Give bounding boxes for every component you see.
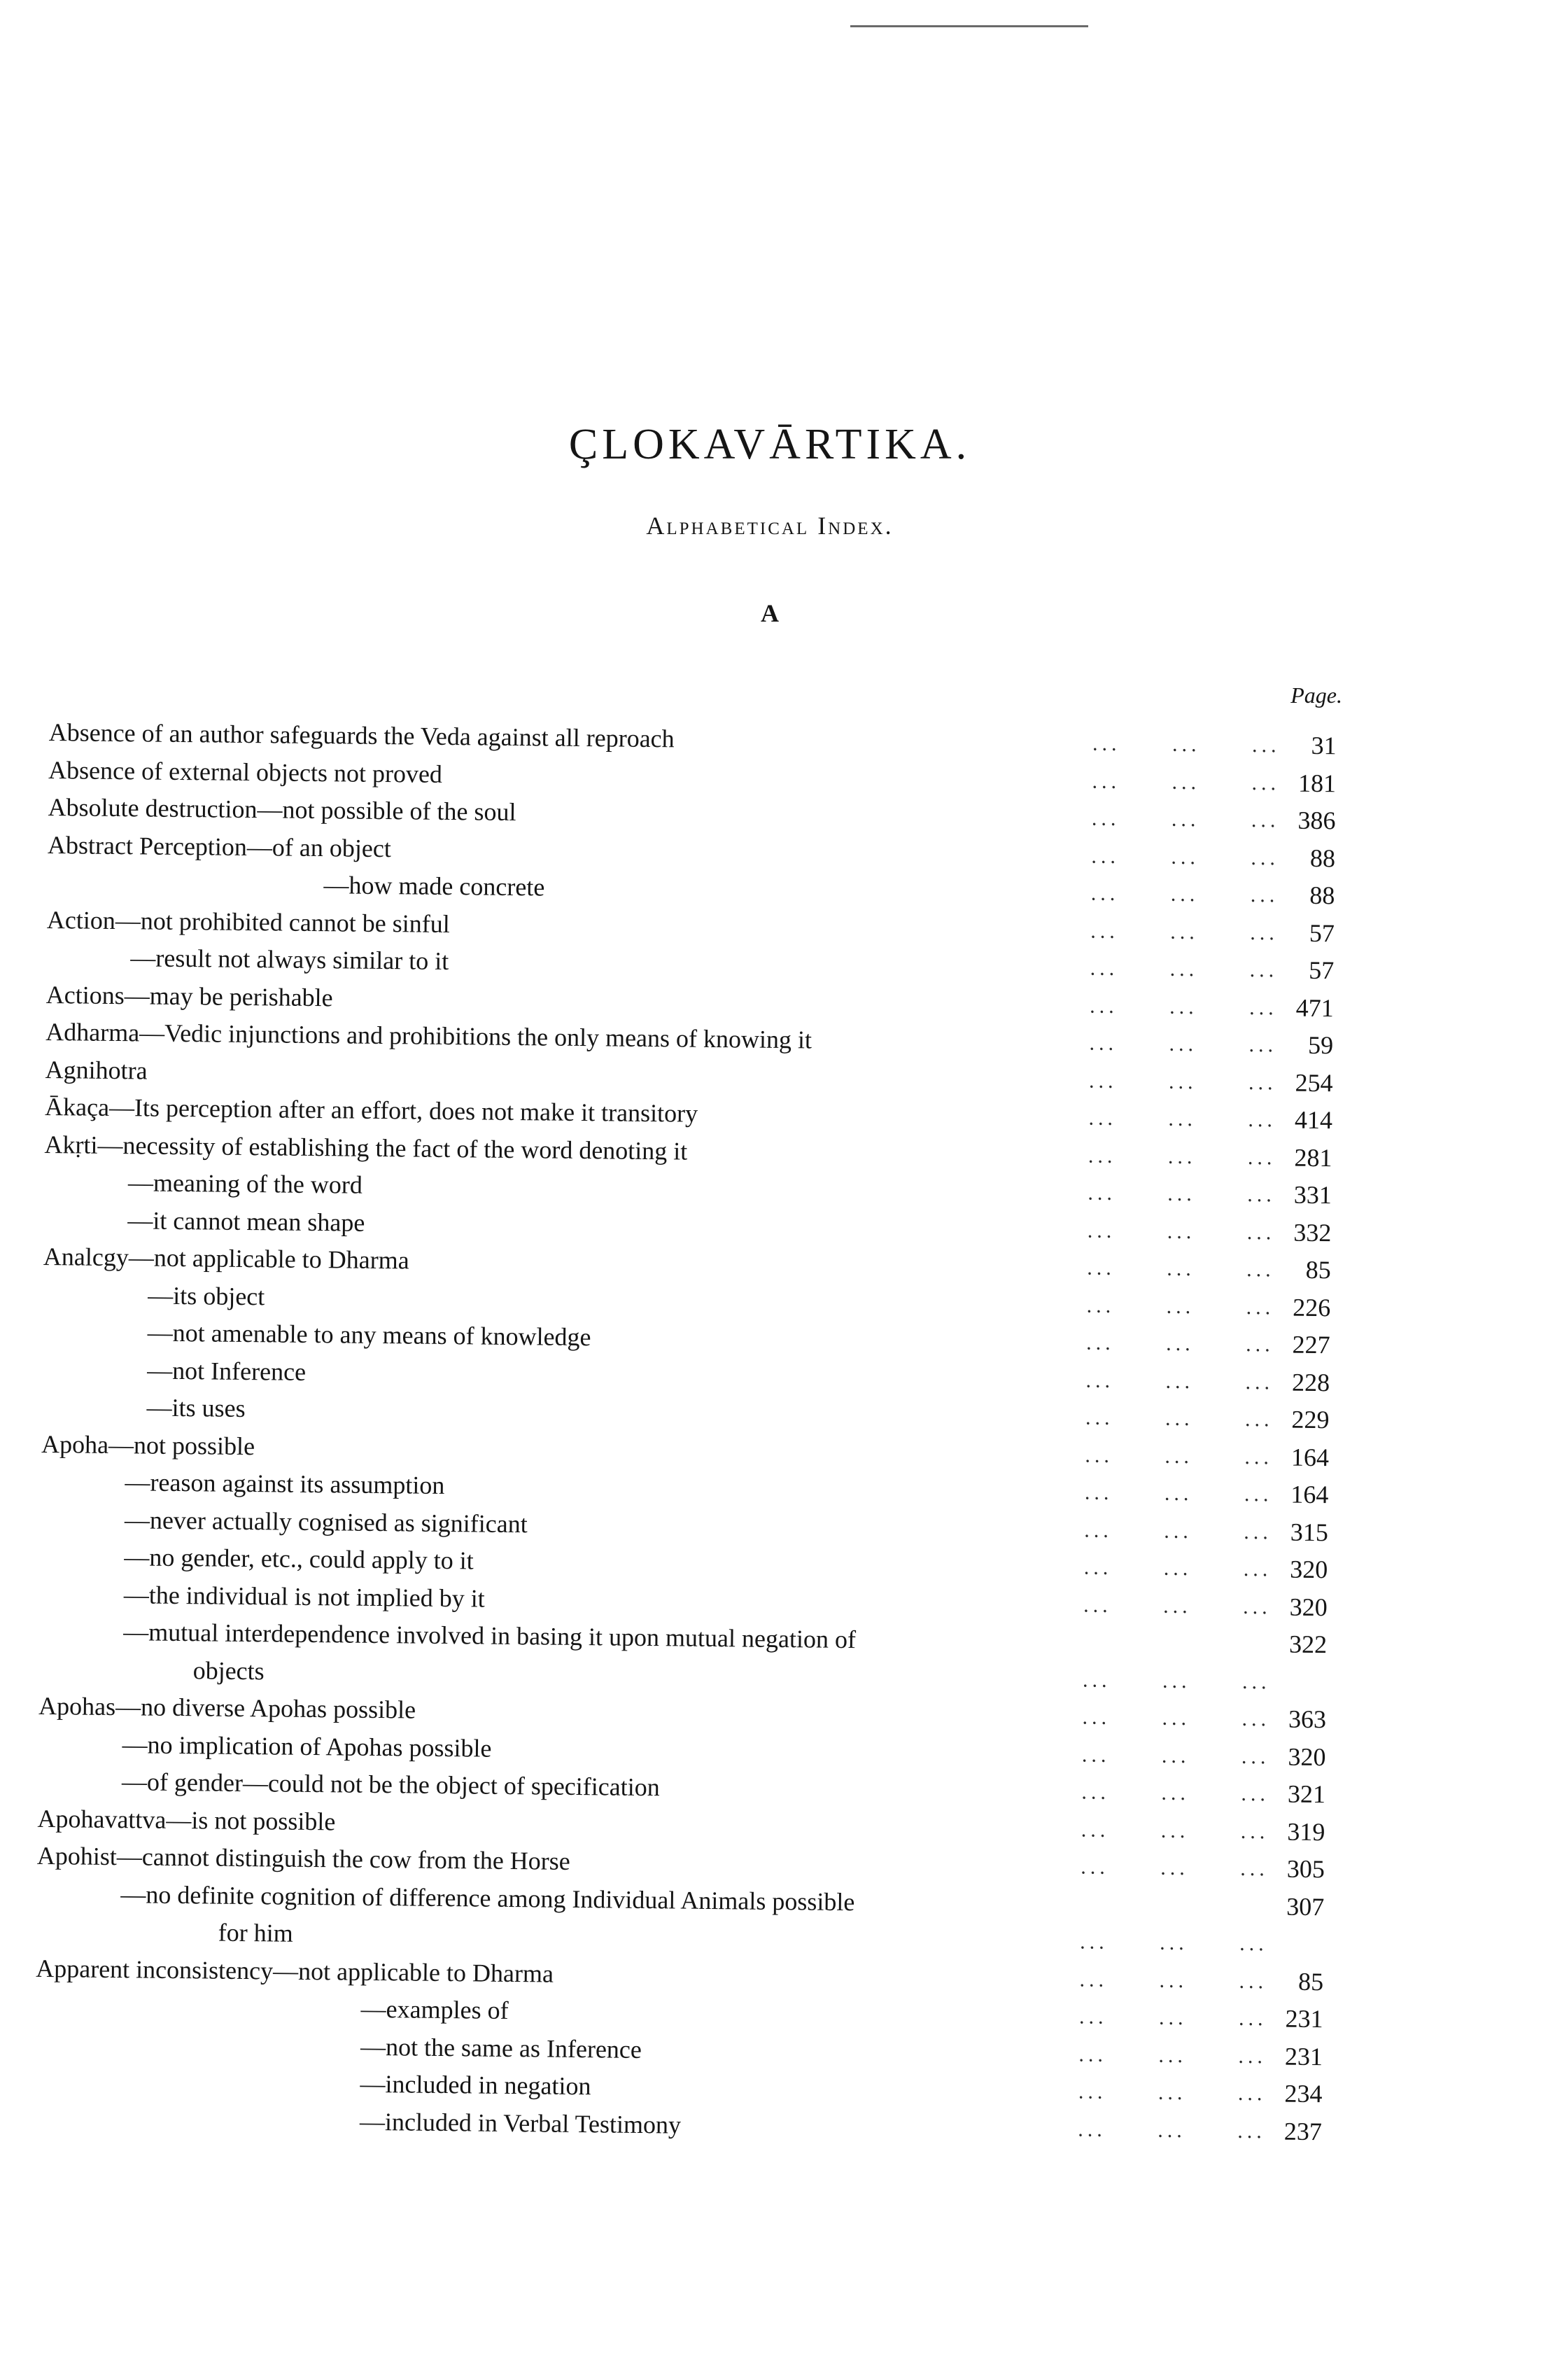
index-entry-page: 363: [1288, 1704, 1327, 1734]
index-entry-text: Adharma—Vedic injunctions and prohibitions the only means of knowing it: [45, 1017, 812, 1054]
index-entry-page: 331: [1293, 1180, 1332, 1210]
index-entry-page: 471: [1295, 993, 1334, 1022]
index-entry-page: 319: [1287, 1817, 1325, 1846]
index-entry-page: 227: [1292, 1330, 1330, 1359]
index-entry-text: —of gender—could not be the object of specification: [121, 1768, 660, 1802]
leader-dots: ... ... ...: [1084, 1518, 1273, 1544]
leader-dots: ... ... ...: [1082, 1668, 1271, 1693]
leader-dots: ... ... ...: [1081, 1780, 1270, 1806]
leader-dots: ... ... ...: [1078, 2043, 1267, 2068]
index-entry-page: 231: [1284, 2042, 1323, 2071]
index-entry-page: 85: [1305, 1255, 1331, 1284]
index-entry-text: Absence of external objects not proved: [48, 755, 443, 788]
page-title: ÇLOKAVĀRTIKA.: [568, 421, 971, 468]
index-entry-page: 281: [1294, 1143, 1332, 1172]
index-list: [34, 714, 1491, 2152]
index-entry-page: 231: [1285, 2004, 1323, 2033]
index-entry-text: Absence of an author safeguards the Veda against all reproach: [48, 718, 675, 753]
index-entry-text: —result not always similar to it: [130, 944, 449, 976]
leader-dots: ... ... ...: [1090, 956, 1279, 982]
index-entry-text: —reason against its assumption: [125, 1468, 445, 1499]
index-entry-continuation: for him: [218, 1918, 293, 1947]
page-column-label: Page.: [1290, 682, 1342, 708]
leader-dots: ... ... ...: [1080, 1930, 1268, 1956]
leader-dots: ... ... ...: [1086, 1294, 1275, 1319]
index-entry-page: 228: [1291, 1368, 1330, 1396]
leader-dots: ... ... ...: [1091, 806, 1280, 832]
leader-dots: ... ... ...: [1085, 1443, 1274, 1469]
index-entry-text: Apohist—cannot distinguish the cow from the Horse: [36, 1841, 570, 1875]
leader-dots: ... ... ...: [1088, 1144, 1276, 1169]
leader-dots: ... ... ...: [1089, 1031, 1278, 1057]
index-entry-page: 164: [1290, 1480, 1329, 1509]
leader-dots: ... ... ...: [1090, 994, 1278, 1019]
leader-dots: ... ... ...: [1092, 732, 1281, 757]
index-entry-text: —the individual is not implied by it: [123, 1580, 486, 1613]
index-entry-page: 164: [1290, 1443, 1330, 1471]
leader-dots: ... ... ...: [1088, 1106, 1277, 1132]
index-entry-text: —how made concrete: [323, 871, 545, 902]
leader-dots: ... ... ...: [1079, 1968, 1268, 1993]
leader-dots: ... ... ...: [1085, 1368, 1274, 1394]
index-entry-text: Apohavattva—is not possible: [37, 1804, 336, 1835]
index-entry-text: Abstract Perception—of an object: [47, 830, 392, 862]
index-entry-page: 88: [1309, 881, 1335, 910]
index-entry-text: Apoha—not possible: [41, 1429, 255, 1460]
index-entry-page: 85: [1297, 1967, 1324, 1996]
leader-dots: ... ... ...: [1078, 2005, 1267, 2031]
index-entry-text: Actions—may be perishable: [45, 980, 333, 1011]
index-entry-text: —its uses: [146, 1393, 246, 1422]
index-entry-page: 307: [1286, 1892, 1325, 1921]
index-entry-text: —no implication of Apohas possible: [122, 1730, 492, 1763]
index-entry-text: —no definite cognition of difference among Individual Animals possible: [120, 1879, 855, 1916]
leader-dots: ... ... ...: [1078, 2118, 1267, 2143]
index-entry-page: 234: [1284, 2079, 1323, 2108]
index-entry-text: —not the same as Inference: [360, 2032, 642, 2064]
index-entry-text: Agnihotra: [45, 1055, 148, 1084]
index-entry-text: Apohas—no diverse Apohas possible: [38, 1691, 416, 1724]
index-entry-text: —never actually cognised as significant: [124, 1505, 528, 1538]
leader-dots: ... ... ...: [1081, 1855, 1269, 1881]
index-entry-page: 59: [1307, 1030, 1334, 1060]
index-entry-page: 237: [1283, 2117, 1323, 2146]
index-entry-page: 57: [1309, 955, 1335, 985]
leader-dots: ... ... ...: [1083, 1555, 1272, 1581]
leader-dots: ... ... ...: [1082, 1705, 1271, 1731]
index-entry-page: 226: [1293, 1293, 1331, 1322]
leader-dots: ... ... ...: [1087, 1256, 1275, 1282]
index-entry-page: 57: [1309, 918, 1335, 947]
index-entry-text: —included in negation: [360, 2069, 591, 2101]
index-entry-text: —mutual interdependence involved in basing it upon mutual negation of: [123, 1618, 857, 1654]
leader-dots: ... ... ...: [1078, 2080, 1267, 2106]
leader-dots: ... ... ...: [1088, 1181, 1276, 1207]
leader-dots: ... ... ...: [1090, 919, 1279, 944]
index-entry-text: Ākaça—Its perception after an effort, does not make it transitory: [44, 1092, 698, 1128]
leader-dots: ... ... ...: [1081, 1818, 1269, 1843]
index-entry-text: —its object: [148, 1281, 265, 1310]
index-entry-text: Apparent inconsistency—not applicable to Dharma: [36, 1954, 554, 1988]
index-entry-text: —not amenable to any means of knowledge: [147, 1318, 591, 1352]
index-entry-text: —examples of: [360, 1994, 509, 2024]
index-entry-page: 31: [1311, 731, 1337, 760]
leader-dots: ... ... ...: [1087, 1219, 1276, 1244]
index-entry-page: 320: [1290, 1555, 1328, 1584]
index-entry-text: —not Inference: [146, 1356, 307, 1386]
index-entry-text: —meaning of the word: [127, 1168, 363, 1199]
leader-dots: ... ... ...: [1086, 1331, 1274, 1357]
index-page: [36, 0, 1491, 2380]
index-entry-page: 229: [1291, 1405, 1330, 1434]
page-subtitle: Alphabetical Index.: [646, 512, 894, 540]
index-entry-page: 322: [1288, 1630, 1328, 1659]
leader-dots: ... ... ...: [1085, 1406, 1274, 1432]
index-entry-page: 305: [1286, 1854, 1325, 1884]
section-letter: A: [761, 599, 779, 627]
index-entry-page: 320: [1288, 1742, 1326, 1771]
index-entry-text: —no gender, etc., could apply to it: [124, 1543, 474, 1575]
leader-dots: ... ... ...: [1088, 1069, 1277, 1094]
index-entry-page: 321: [1287, 1779, 1326, 1809]
leader-dots: ... ... ...: [1083, 1593, 1272, 1618]
leader-dots: ... ... ...: [1091, 844, 1280, 869]
index-entry-text: Analcgy—not applicable to Dharma: [43, 1242, 409, 1275]
index-entry-page: 254: [1295, 1068, 1333, 1097]
index-entry-text: Akṛti—necessity of establishing the fact of the word denoting it: [44, 1130, 688, 1166]
index-entry-page: 332: [1293, 1218, 1332, 1247]
index-entry-page: 386: [1297, 806, 1336, 835]
leader-dots: ... ... ...: [1081, 1743, 1270, 1768]
index-entry-text: —included in Verbal Testimony: [359, 2107, 682, 2139]
leader-dots: ... ... ...: [1092, 769, 1281, 794]
leader-dots: ... ... ...: [1084, 1480, 1273, 1506]
index-entry-page: 414: [1294, 1105, 1333, 1135]
index-entry-continuation: objects: [192, 1656, 265, 1685]
index-entry-page: 320: [1289, 1592, 1328, 1621]
index-entry-text: Action—not prohibited cannot be sinful: [46, 905, 451, 938]
index-entry-page: 315: [1290, 1518, 1329, 1546]
index-entry-text: Absolute destruction—not possible of the soul: [48, 792, 516, 826]
index-entry-text: —it cannot mean shape: [127, 1205, 365, 1237]
index-entry-page: 88: [1309, 844, 1336, 872]
index-entry-page: 181: [1297, 769, 1337, 797]
leader-dots: ... ... ...: [1090, 881, 1279, 907]
